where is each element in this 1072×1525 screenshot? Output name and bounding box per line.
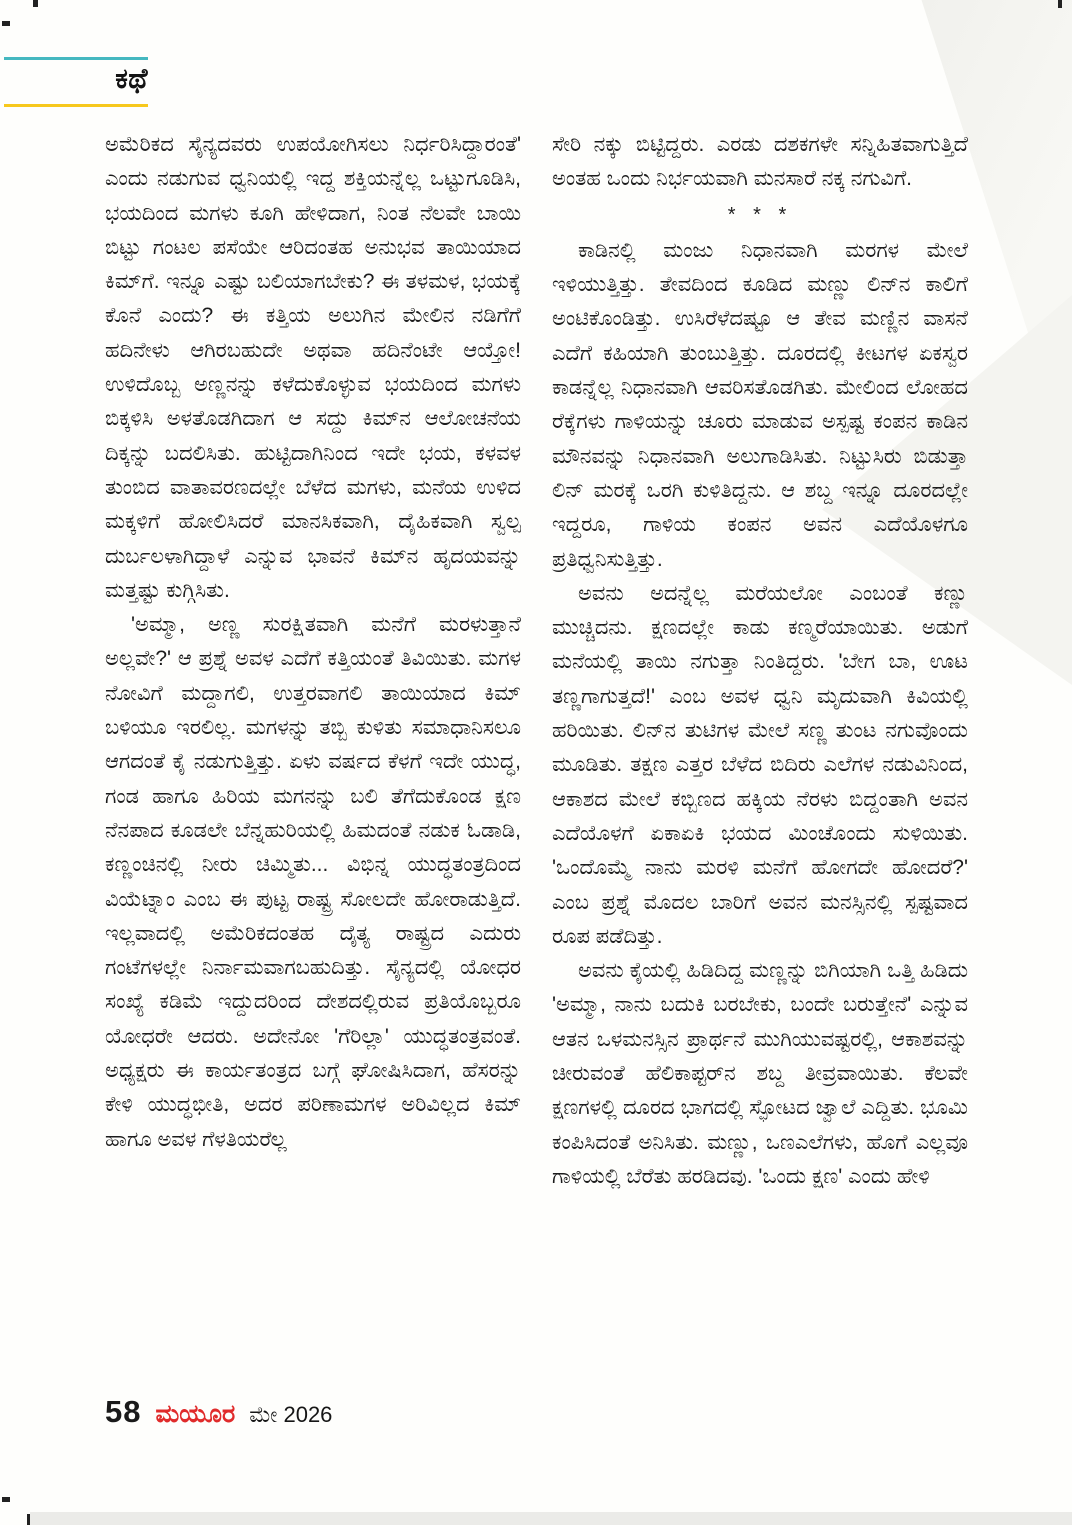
- crop-mark-top-right-tick: [1058, 0, 1062, 8]
- story-paragraph: ಕಾಡಿನಲ್ಲಿ ಮಂಜು ನಿಧಾನವಾಗಿ ಮರಗಳ ಮೇಲೆ ಇಳಿಯುತ್ತಿತ್ತು. ತೇವದಿಂದ ಕೂಡಿದ ಮಣ್ಣು ಲಿನ್‌ನ ಕಾಲಿಗೆ ಅಂಟಿಕೊಂಡಿತ್ತು. ಉಸಿರೆಳೆದಷ್ಟೂ ಆ ತೇವ ಮಣ್ಣಿನ ವಾಸನೆ ಎದೆಗೆ ಕಹಿಯಾಗಿ ತುಂಬುತ್ತಿತ್ತು. ದೂರದಲ್ಲಿ ಕೀಟಗಳ ಏಕಸ್ವರ ಕಾಡನ್ನೆಲ್ಲ ನಿಧಾನವಾಗಿ ಆವರಿಸತೊಡಗಿತು. ಮೇಲಿಂದ ಲೋಹದ ರೆಕ್ಕೆಗಳು ಗಾಳಿಯನ್ನು ಚೂರು ಮಾಡುವ ಅಸ್ಪಷ್ಟ ಕಂಪನ ಕಾಡಿನ ಮೌನವನ್ನು ನಿಧಾನವಾಗಿ ಅಲುಗಾಡಿಸಿತು. ನಿಟ್ಟುಸಿರು ಬಿಡುತ್ತಾ ಲಿನ್ ಮರಕ್ಕೆ ಒರಗಿ ಕುಳಿತಿದ್ದನು. ಆ ಶಬ್ದ ಇನ್ನೂ ದೂರದಲ್ಲೇ ಇದ್ದರೂ, ಗಾಳಿಯ ಕಂಪನ ಅವನ ಎದೆಯೊಳಗೂ ಪ್ರತಿಧ್ವನಿಸುತ್ತಿತ್ತು.: [552, 238, 968, 571]
- story-column-2: [552, 128, 968, 1194]
- story-column-1: [105, 128, 521, 1157]
- section-break-stars: * * *: [727, 203, 793, 226]
- crop-mark-top-left-dash: [2, 21, 10, 26]
- page-number: 58: [105, 1394, 142, 1429]
- header-rule-top: [4, 57, 148, 60]
- magazine-logo-text: ಮಯೂರ: [155, 1400, 236, 1428]
- story-paragraph: 'ಅಮ್ಮಾ, ಅಣ್ಣ ಸುರಕ್ಷಿತವಾಗಿ ಮನೆಗೆ ಮರಳುತ್ತಾನೆ ಅಲ್ಲವೇ?' ಆ ಪ್ರಶ್ನೆ ಅವಳ ಎದೆಗೆ ಕತ್ತಿಯಂತೆ ತಿವಿಯಿತು. ಮಗಳ ನೋವಿಗೆ ಮದ್ದಾಗಲಿ, ಉತ್ತರವಾಗಲಿ ತಾಯಿಯಾದ ಕಿಮ್ ಬಳಿಯೂ ಇರಲಿಲ್ಲ. ಮಗಳನ್ನು ತಬ್ಬಿ ಕುಳಿತು ಸಮಾಧಾನಿಸಲೂ ಆಗದಂತೆ ಕೈ ನಡುಗುತ್ತಿತ್ತು. ಏಳು ವರ್ಷದ ಕೆಳಗೆ ಇದೇ ಯುದ್ಧ, ಗಂಡ ಹಾಗೂ ಹಿರಿಯ ಮಗನನ್ನು ಬಲಿ ತೆಗೆದುಕೊಂಡ ಕ್ಷಣ ನೆನಪಾದ ಕೂಡಲೇ ಬೆನ್ನಹುರಿಯಲ್ಲಿ ಹಿಮದಂತೆ ನಡುಕ ಓಡಾಡಿ, ಕಣ್ಣಂಚಿನಲ್ಲಿ ನೀರು ಚಿಮ್ಮಿತು... ವಿಭಿನ್ನ ಯುದ್ಧತಂತ್ರದಿಂದ ವಿಯೆಟ್ನಾಂ ಎಂಬ ಈ ಪುಟ್ಟ ರಾಷ್ಟ್ರ ಸೋಲದೇ ಹೋರಾಡುತ್ತಿದೆ. ಇಲ್ಲವಾದಲ್ಲಿ ಅಮೆರಿಕದಂತಹ ದೈತ್ಯ ರಾಷ್ಟ್ರದ ಎದುರು ಗಂಟೆಗಳಲ್ಲೇ ನಿರ್ನಾಮವಾಗಬಹುದಿತ್ತು. ಸೈನ್ಯದಲ್ಲಿ ಯೋಧರ ಸಂಖ್ಯೆ ಕಡಿಮೆ ಇದ್ದುದರಿಂದ ದೇಶದಲ್ಲಿರುವ ಪ್ರತಿಯೊಬ್ಬರೂ ಯೋಧರೇ ಆದರು. ಅದೇನೋ 'ಗೆರಿಲ್ಲಾ' ಯುದ್ಧತಂತ್ರವಂತೆ. ಅಧ್ಯಕ್ಷರು ಈ ಕಾರ್ಯತಂತ್ರದ ಬಗ್ಗೆ ಘೋಷಿಸಿದಾಗ, ಹೆಸರನ್ನು ಕೇಳಿ ಯುದ್ಧಭೀತಿ, ಅದರ ಪರಿಣಾಮಗಳ ಅರಿವಿಲ್ಲದ ಕಿಮ್ ಹಾಗೂ ಅವಳ ಗೆಳತಿಯರೆಲ್ಲ: [105, 613, 521, 1151]
- crop-mark-bottom-left-dash: [2, 1497, 10, 1502]
- issue-month-year: ಮೇ 2026: [249, 1402, 333, 1427]
- story-paragraph: ಅಮೆರಿಕದ ಸೈನ್ಯದವರು ಉಪಯೋಗಿಸಲು ನಿರ್ಧರಿಸಿದ್ದಾರಂತೆ' ಎಂದು ನಡುಗುವ ಧ್ವನಿಯಲ್ಲಿ ಇದ್ದ ಶಕ್ತಿಯನ್ನೆಲ್ಲ ಒಟ್ಟುಗೂಡಿಸಿ, ಭಯದಿಂದ ಮಗಳು ಕೂಗಿ ಹೇಳಿದಾಗ, ನಿಂತ ನೆಲವೇ ಬಾಯಿ ಬಿಟ್ಟು ಗಂಟಲ ಪಸೆಯೇ ಆರಿದಂತಹ ಅನುಭವ ತಾಯಿಯಾದ ಕಿಮ್‌ಗೆ. ಇನ್ನೂ ಎಷ್ಟು ಬಲಿಯಾಗಬೇಕು? ಈ ತಳಮಳ, ಭಯಕ್ಕೆ ಕೊನೆ ಎಂದು? ಈ ಕತ್ತಿಯ ಅಲುಗಿನ ಮೇಲಿನ ನಡಿಗೆಗೆ ಹದಿನೇಳು ಆಗಿರಬಹುದೇ ಅಥವಾ ಹದಿನೆಂಟೇ ಆಯ್ತೋ! ಉಳಿದೊಬ್ಬ ಅಣ್ಣನನ್ನು ಕಳೆದುಕೊಳ್ಳುವ ಭಯದಿಂದ ಮಗಳು ಬಿಕ್ಕಳಿಸಿ ಅಳತೊಡಗಿದಾಗ ಆ ಸದ್ದು ಕಿಮ್‌ನ ಆಲೋಚನೆಯ ದಿಕ್ಕನ್ನು ಬದಲಿಸಿತು. ಹುಟ್ಟಿದಾಗಿನಿಂದ ಇದೇ ಭಯ, ಕಳವಳ ತುಂಬಿದ ವಾತಾವರಣದಲ್ಲೇ ಬೆಳೆದ ಮಗಳು, ಮನೆಯ ಉಳಿದ ಮಕ್ಕಳಿಗೆ ಹೋಲಿಸಿದರೆ ಮಾನಸಿಕವಾಗಿ, ದೈಹಿಕವಾಗಿ ಸ್ವಲ್ಪ ದುರ್ಬಲಳಾಗಿದ್ದಾಳೆ ಎನ್ನುವ ಭಾವನೆ ಕಿಮ್‌ನ ಹೃದಯವನ್ನು ಮತ್ತಷ್ಟು ಕುಗ್ಗಿಸಿತು.: [105, 133, 521, 602]
- crop-mark-top-tick: [33, 0, 38, 7]
- bottom-edge-band: [30, 1512, 1072, 1525]
- page-footer: [105, 1394, 332, 1430]
- story-paragraph: ಅವನು ಕೈಯಲ್ಲಿ ಹಿಡಿದಿದ್ದ ಮಣ್ಣನ್ನು ಬಿಗಿಯಾಗಿ ಒತ್ತಿ ಹಿಡಿದು 'ಅಮ್ಮಾ, ನಾನು ಬದುಕಿ ಬರಬೇಕು, ಬಂದೇ ಬರುತ್ತೇನೆ' ಎನ್ನುವ ಆತನ ಒಳಮನಸ್ಸಿನ ಪ್ರಾರ್ಥನೆ ಮುಗಿಯುವಷ್ಟರಲ್ಲಿ, ಆಕಾಶವನ್ನು ಚೀರುವಂತೆ ಹೆಲಿಕಾಪ್ಟರ್‌ನ ಶಬ್ದ ತೀವ್ರವಾಯಿತು. ಕೆಲವೇ ಕ್ಷಣಗಳಲ್ಲಿ ದೂರದ ಭಾಗದಲ್ಲಿ ಸ್ಫೋಟದ ಜ್ವಾಲೆ ಎದ್ದಿತು. ಭೂಮಿ ಕಂಪಿಸಿದಂತೆ ಅನಿಸಿತು. ಮಣ್ಣು, ಒಣಎಲೆಗಳು, ಹೊಗೆ ಎಲ್ಲವೂ ಗಾಳಿಯಲ್ಲಿ ಬೆರೆತು ಹರಡಿದವು. 'ಒಂದು ಕ್ಷಣ' ಎಂದು ಹೇಳಿ: [552, 959, 968, 1188]
- section-title: ಕಥೆ: [115, 63, 148, 94]
- header-rule-bottom: [4, 104, 148, 107]
- story-paragraph: ಸೇರಿ ನಕ್ಕು ಬಿಟ್ಟಿದ್ದರು. ಎರಡು ದಶಕಗಳೇ ಸನ್ನಿಹಿತವಾಗುತ್ತಿದೆ ಅಂತಹ ಒಂದು ನಿರ್ಭಯವಾಗಿ ಮನಸಾರೆ ನಕ್ಕ ನಗುವಿಗೆ.: [552, 133, 968, 191]
- story-paragraph: ಅವನು ಅದನ್ನೆಲ್ಲ ಮರೆಯಲೋ ಎಂಬಂತೆ ಕಣ್ಣು ಮುಚ್ಚಿದನು. ಕ್ಷಣದಲ್ಲೇ ಕಾಡು ಕಣ್ಮರೆಯಾಯಿತು. ಅಡುಗೆ ಮನೆಯಲ್ಲಿ ತಾಯಿ ನಗುತ್ತಾ ನಿಂತಿದ್ದರು. 'ಬೇಗ ಬಾ, ಊಟ ತಣ್ಣಗಾಗುತ್ತದೆ!' ಎಂಬ ಅವಳ ಧ್ವನಿ ಮೃದುವಾಗಿ ಕಿವಿಯಲ್ಲಿ ಹರಿಯಿತು. ಲಿನ್‌ನ ತುಟಿಗಳ ಮೇಲೆ ಸಣ್ಣ ತುಂಟ ನಗುವೊಂದು ಮೂಡಿತು. ತಕ್ಷಣ ಎತ್ತರ ಬೆಳೆದ ಬಿದಿರು ಎಲೆಗಳ ನಡುವಿನಿಂದ, ಆಕಾಶದ ಮೇಲೆ ಕಬ್ಬಿಣದ ಹಕ್ಕಿಯ ನೆರಳು ಬಿದ್ದಂತಾಗಿ ಅವನ ಎದೆಯೊಳಗೆ ಏಕಾಏಕಿ ಭಯದ ಮಿಂಚೊಂದು ಸುಳಿಯಿತು. 'ಒಂದೊಮ್ಮೆ ನಾನು ಮರಳಿ ಮನೆಗೆ ಹೋಗದೇ ಹೋದರೆ?' ಎಂಬ ಪ್ರಶ್ನೆ ಮೊದಲ ಬಾರಿಗೆ ಅವನ ಮನಸ್ಸಿನಲ್ಲಿ ಸ್ಪಷ್ಟವಾದ ರೂಪ ಪಡೆದಿತ್ತು.: [552, 581, 968, 948]
